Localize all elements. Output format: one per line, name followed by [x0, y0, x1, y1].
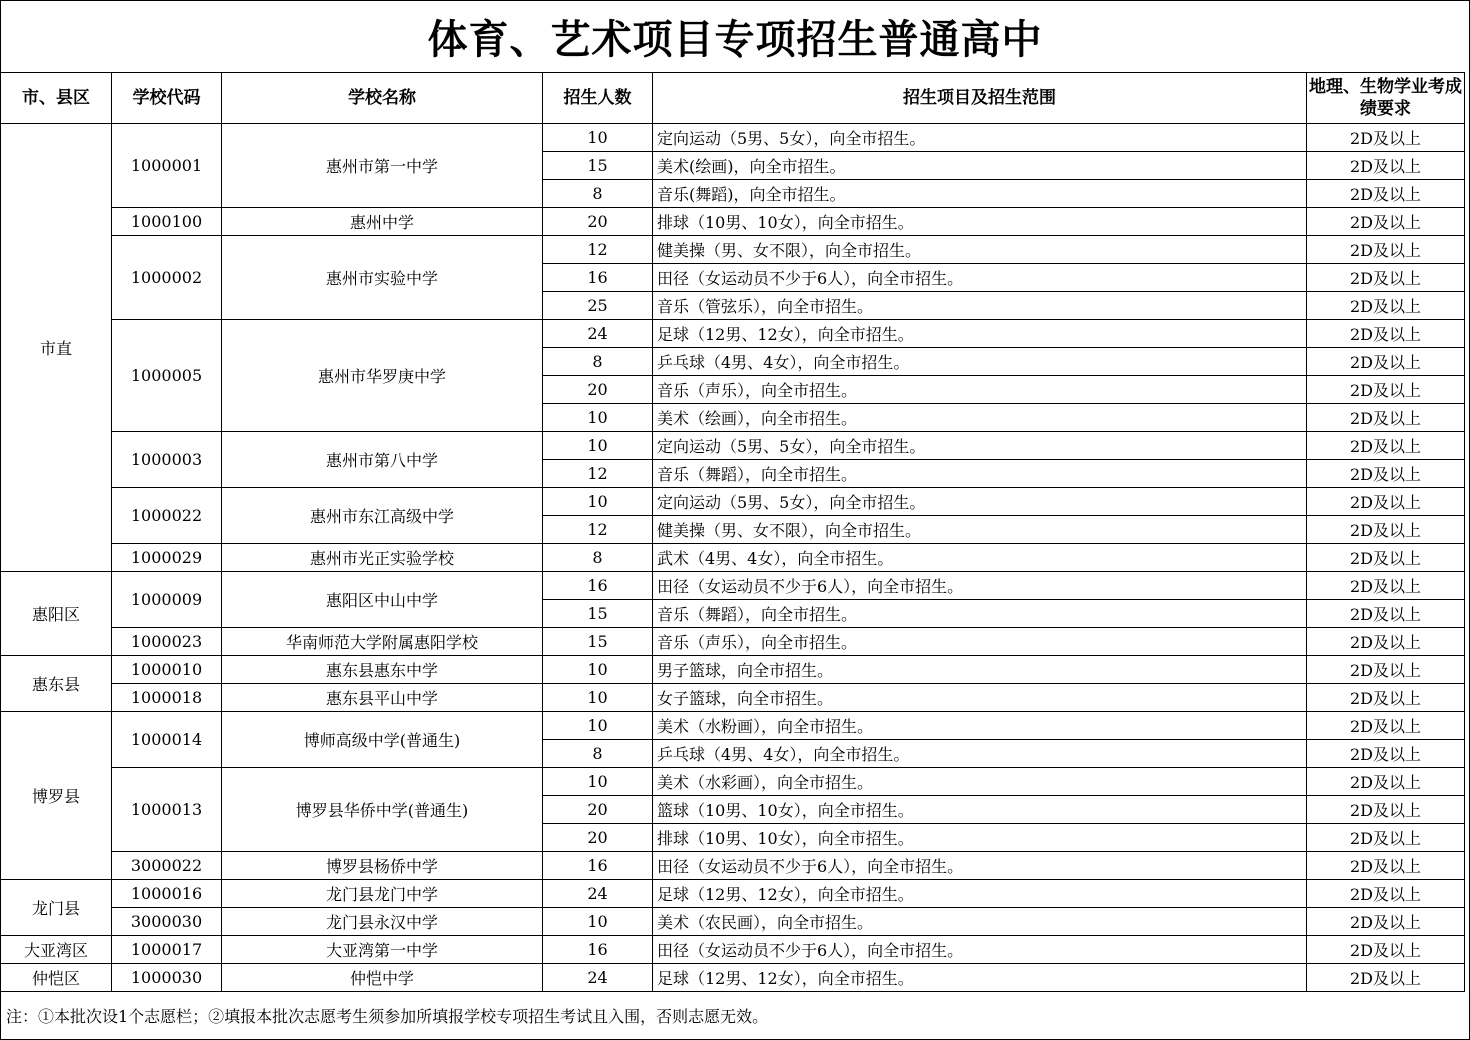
- requirement-cell: 2D及以上: [1307, 376, 1465, 404]
- count-cell: 20: [543, 208, 653, 236]
- school-code-cell: 1000029: [112, 544, 222, 572]
- project-cell: 排球（10男、10女），向全市招生。: [653, 208, 1307, 236]
- requirement-cell: 2D及以上: [1307, 684, 1465, 712]
- requirement-cell: 2D及以上: [1307, 264, 1465, 292]
- requirement-cell: 2D及以上: [1307, 768, 1465, 796]
- header-project: 招生项目及招生范围: [653, 73, 1307, 124]
- count-cell: 20: [543, 824, 653, 852]
- requirement-cell: 2D及以上: [1307, 740, 1465, 768]
- footnote: 注：①本批次设1个志愿栏；②填报本批次志愿考生须参加所填报学校专项招生考试且入围，否则志愿无效。: [6, 1007, 769, 1026]
- count-cell: 10: [543, 488, 653, 516]
- requirement-cell: 2D及以上: [1307, 488, 1465, 516]
- count-cell: 16: [543, 572, 653, 600]
- school-name-cell: 惠东县平山中学: [222, 684, 543, 712]
- count-cell: 10: [543, 432, 653, 460]
- requirement-cell: 2D及以上: [1307, 404, 1465, 432]
- count-cell: 10: [543, 768, 653, 796]
- school-name-cell: 大亚湾第一中学: [222, 936, 543, 964]
- district-cell: 龙门县: [1, 880, 112, 936]
- count-cell: 24: [543, 320, 653, 348]
- project-cell: 女子篮球，向全市招生。: [653, 684, 1307, 712]
- table-row: [1, 712, 1465, 740]
- requirement-cell: 2D及以上: [1307, 572, 1465, 600]
- requirement-cell: 2D及以上: [1307, 460, 1465, 488]
- requirement-cell: 2D及以上: [1307, 208, 1465, 236]
- project-cell: 定向运动（5男、5女），向全市招生。: [653, 488, 1307, 516]
- project-cell: 音乐（声乐），向全市招生。: [653, 376, 1307, 404]
- requirement-cell: 2D及以上: [1307, 236, 1465, 264]
- project-cell: 足球（12男、12女），向全市招生。: [653, 964, 1307, 992]
- project-cell: 排球（10男、10女），向全市招生。: [653, 824, 1307, 852]
- table-row: [1, 208, 1465, 236]
- project-cell: 健美操（男、女不限），向全市招生。: [653, 516, 1307, 544]
- project-cell: 音乐（舞蹈），向全市招生。: [653, 600, 1307, 628]
- project-cell: 乒乓球（4男、4女），向全市招生。: [653, 740, 1307, 768]
- project-cell: 音乐（舞蹈），向全市招生。: [653, 460, 1307, 488]
- project-cell: 足球（12男、12女），向全市招生。: [653, 880, 1307, 908]
- table-row: [1, 628, 1465, 656]
- table-row: [1, 432, 1465, 460]
- count-cell: 10: [543, 404, 653, 432]
- table-row: [1, 124, 1465, 152]
- table-row: [1, 572, 1465, 600]
- count-cell: 10: [543, 124, 653, 152]
- requirement-cell: 2D及以上: [1307, 292, 1465, 320]
- project-cell: 美术（绘画），向全市招生。: [653, 404, 1307, 432]
- school-code-cell: 1000017: [112, 936, 222, 964]
- header-row: [1, 73, 1465, 124]
- table-row: [1, 684, 1465, 712]
- school-name-cell: 惠州市光正实验学校: [222, 544, 543, 572]
- table-row: [1, 544, 1465, 572]
- table-row: [1, 936, 1465, 964]
- school-name-cell: 惠阳区中山中学: [222, 572, 543, 628]
- table-row: [1, 768, 1465, 796]
- requirement-cell: 2D及以上: [1307, 936, 1465, 964]
- requirement-cell: 2D及以上: [1307, 852, 1465, 880]
- school-name-cell: 惠州市第一中学: [222, 124, 543, 208]
- school-code-cell: 1000022: [112, 488, 222, 544]
- project-cell: 田径（女运动员不少于6人），向全市招生。: [653, 264, 1307, 292]
- school-name-cell: 仲恺中学: [222, 964, 543, 992]
- count-cell: 15: [543, 600, 653, 628]
- requirement-cell: 2D及以上: [1307, 348, 1465, 376]
- school-code-cell: 1000023: [112, 628, 222, 656]
- project-cell: 健美操（男、女不限），向全市招生。: [653, 236, 1307, 264]
- table-row: [1, 908, 1465, 936]
- project-cell: 田径（女运动员不少于6人），向全市招生。: [653, 852, 1307, 880]
- count-cell: 10: [543, 908, 653, 936]
- school-code-cell: 1000001: [112, 124, 222, 208]
- school-code-cell: 1000005: [112, 320, 222, 432]
- school-code-cell: 1000002: [112, 236, 222, 320]
- requirement-cell: 2D及以上: [1307, 600, 1465, 628]
- school-code-cell: 3000022: [112, 852, 222, 880]
- count-cell: 8: [543, 544, 653, 572]
- requirement-cell: 2D及以上: [1307, 880, 1465, 908]
- count-cell: 16: [543, 264, 653, 292]
- admission-table: [0, 72, 1465, 992]
- project-cell: 武术（4男、4女），向全市招生。: [653, 544, 1307, 572]
- project-cell: 音乐（管弦乐），向全市招生。: [653, 292, 1307, 320]
- project-cell: 美术（农民画），向全市招生。: [653, 908, 1307, 936]
- district-cell: 惠东县: [1, 656, 112, 712]
- requirement-cell: 2D及以上: [1307, 180, 1465, 208]
- count-cell: 8: [543, 740, 653, 768]
- project-cell: 足球（12男、12女），向全市招生。: [653, 320, 1307, 348]
- table-row: [1, 488, 1465, 516]
- requirement-cell: 2D及以上: [1307, 796, 1465, 824]
- school-code-cell: 1000100: [112, 208, 222, 236]
- header-school-name: 学校名称: [222, 73, 543, 124]
- requirement-cell: 2D及以上: [1307, 824, 1465, 852]
- count-cell: 16: [543, 936, 653, 964]
- school-name-cell: 惠东县惠东中学: [222, 656, 543, 684]
- requirement-cell: 2D及以上: [1307, 124, 1465, 152]
- header-district: 市、县区: [1, 73, 112, 124]
- project-cell: 篮球（10男、10女），向全市招生。: [653, 796, 1307, 824]
- page-title: 体育、艺术项目专项招生普通高中: [427, 15, 1043, 63]
- school-code-cell: 1000014: [112, 712, 222, 768]
- school-name-cell: 博罗县华侨中学(普通生): [222, 768, 543, 852]
- school-name-cell: 博罗县杨侨中学: [222, 852, 543, 880]
- table-row: [1, 964, 1465, 992]
- school-name-cell: 龙门县龙门中学: [222, 880, 543, 908]
- requirement-cell: 2D及以上: [1307, 964, 1465, 992]
- school-code-cell: 3000030: [112, 908, 222, 936]
- school-name-cell: 华南师范大学附属惠阳学校: [222, 628, 543, 656]
- project-cell: 美术（水粉画），向全市招生。: [653, 712, 1307, 740]
- count-cell: 12: [543, 516, 653, 544]
- project-cell: 定向运动（5男、5女），向全市招生。: [653, 124, 1307, 152]
- school-name-cell: 惠州市实验中学: [222, 236, 543, 320]
- count-cell: 20: [543, 796, 653, 824]
- table-row: [1, 236, 1465, 264]
- district-cell: 仲恺区: [1, 964, 112, 992]
- requirement-cell: 2D及以上: [1307, 432, 1465, 460]
- count-cell: 10: [543, 712, 653, 740]
- count-cell: 10: [543, 684, 653, 712]
- school-code-cell: 1000009: [112, 572, 222, 628]
- requirement-cell: 2D及以上: [1307, 516, 1465, 544]
- count-cell: 12: [543, 460, 653, 488]
- school-code-cell: 1000003: [112, 432, 222, 488]
- school-name-cell: 惠州市第八中学: [222, 432, 543, 488]
- district-cell: 市直: [1, 124, 112, 572]
- requirement-cell: 2D及以上: [1307, 712, 1465, 740]
- project-cell: 美术(绘画)，向全市招生。: [653, 152, 1307, 180]
- school-code-cell: 1000010: [112, 656, 222, 684]
- school-name-cell: 龙门县永汉中学: [222, 908, 543, 936]
- requirement-cell: 2D及以上: [1307, 656, 1465, 684]
- table-row: [1, 320, 1465, 348]
- count-cell: 8: [543, 348, 653, 376]
- count-cell: 16: [543, 852, 653, 880]
- school-code-cell: 1000013: [112, 768, 222, 852]
- count-cell: 24: [543, 880, 653, 908]
- project-cell: 美术（水彩画），向全市招生。: [653, 768, 1307, 796]
- requirement-cell: 2D及以上: [1307, 908, 1465, 936]
- requirement-cell: 2D及以上: [1307, 628, 1465, 656]
- table-row: [1, 852, 1465, 880]
- table-row: [1, 656, 1465, 684]
- project-cell: 乒乓球（4男、4女），向全市招生。: [653, 348, 1307, 376]
- project-cell: 音乐（声乐），向全市招生。: [653, 628, 1307, 656]
- count-cell: 10: [543, 656, 653, 684]
- project-cell: 田径（女运动员不少于6人），向全市招生。: [653, 936, 1307, 964]
- requirement-cell: 2D及以上: [1307, 320, 1465, 348]
- header-requirement: 地理、生物学业考成绩要求: [1307, 73, 1465, 124]
- school-name-cell: 博师高级中学(普通生): [222, 712, 543, 768]
- header-school-code: 学校代码: [112, 73, 222, 124]
- count-cell: 15: [543, 152, 653, 180]
- district-cell: 惠阳区: [1, 572, 112, 656]
- project-cell: 音乐(舞蹈)，向全市招生。: [653, 180, 1307, 208]
- project-cell: 男子篮球，向全市招生。: [653, 656, 1307, 684]
- district-cell: 博罗县: [1, 712, 112, 880]
- school-name-cell: 惠州市东江高级中学: [222, 488, 543, 544]
- count-cell: 20: [543, 376, 653, 404]
- count-cell: 12: [543, 236, 653, 264]
- district-cell: 大亚湾区: [1, 936, 112, 964]
- table-row: [1, 880, 1465, 908]
- school-name-cell: 惠州市华罗庚中学: [222, 320, 543, 432]
- requirement-cell: 2D及以上: [1307, 544, 1465, 572]
- count-cell: 15: [543, 628, 653, 656]
- school-code-cell: 1000030: [112, 964, 222, 992]
- school-code-cell: 1000018: [112, 684, 222, 712]
- count-cell: 24: [543, 964, 653, 992]
- table-body: [1, 124, 1465, 992]
- requirement-cell: 2D及以上: [1307, 152, 1465, 180]
- school-code-cell: 1000016: [112, 880, 222, 908]
- project-cell: 定向运动（5男、5女），向全市招生。: [653, 432, 1307, 460]
- count-cell: 8: [543, 180, 653, 208]
- school-name-cell: 惠州中学: [222, 208, 543, 236]
- header-count: 招生人数: [543, 73, 653, 124]
- project-cell: 田径（女运动员不少于6人），向全市招生。: [653, 572, 1307, 600]
- count-cell: 25: [543, 292, 653, 320]
